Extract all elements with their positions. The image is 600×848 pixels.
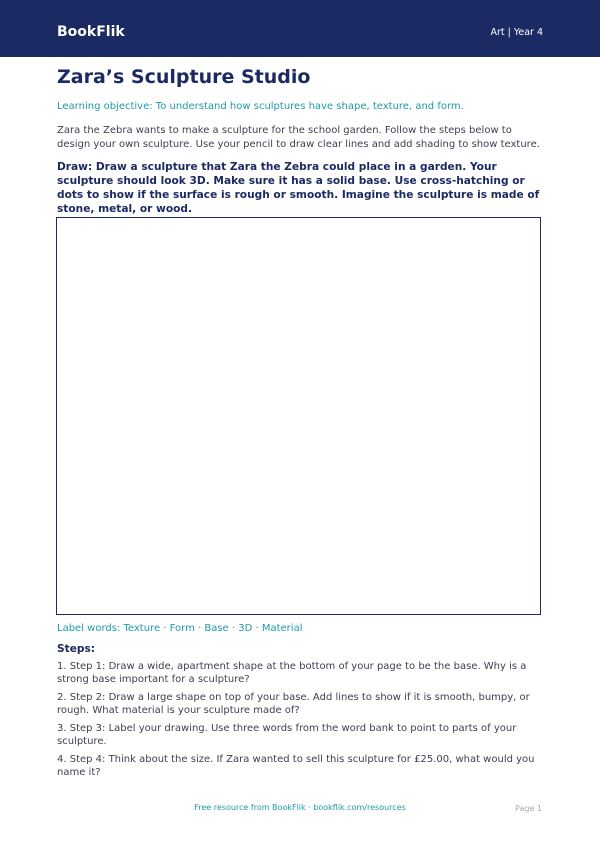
steps-list: [57, 660, 547, 784]
intro-paragraph: Zara the Zebra wants to make a sculpture for the school garden. Follow the steps below to design your own sculpture. Use your pencil to draw clear lines and add shading to show texture.: [57, 125, 540, 150]
label-words: Label words: Texture · Form · Base · 3D · Material: [57, 623, 303, 634]
header-bar: [0, 0, 600, 57]
step-item: 1. Step 1: Draw a wide, apartment shape at the bottom of your page to be the base. Why is a strong base important for a sculpture?: [57, 661, 527, 685]
learning-objective: Learning objective: To understand how sculptures have shape, texture, and form.: [57, 101, 464, 112]
brand-logo-text: BookFlik: [57, 24, 125, 40]
subject-year-label: Art | Year 4: [490, 27, 543, 38]
steps-heading: Steps:: [57, 643, 96, 655]
drawing-area[interactable]: [56, 217, 541, 615]
page-number: Page 1: [515, 804, 542, 813]
footer-resource-link[interactable]: Free resource from BookFlik · bookflik.com/resources: [194, 803, 406, 812]
page-title: Zara’s Sculpture Studio: [57, 66, 311, 88]
step-item: 4. Step 4: Think about the size. If Zara wanted to sell this sculpture for £25.00, what would you name it?: [57, 754, 535, 778]
step-item: 3. Step 3: Label your drawing. Use three words from the word bank to point to parts of your sculpture.: [57, 723, 517, 747]
draw-instruction: Draw: Draw a sculpture that Zara the Zebra could place in a garden. Your sculpture should look 3D. Make sure it has a solid base. Use cross-hatching or dots to show if the surface is rough or smooth. Imagine the sculpture is made of stone, metal, or wood.: [57, 161, 540, 215]
step-item: 2. Step 2: Draw a large shape on top of your base. Add lines to show if it is smooth, bumpy, or rough. What material is your sculpture made of?: [57, 692, 530, 716]
